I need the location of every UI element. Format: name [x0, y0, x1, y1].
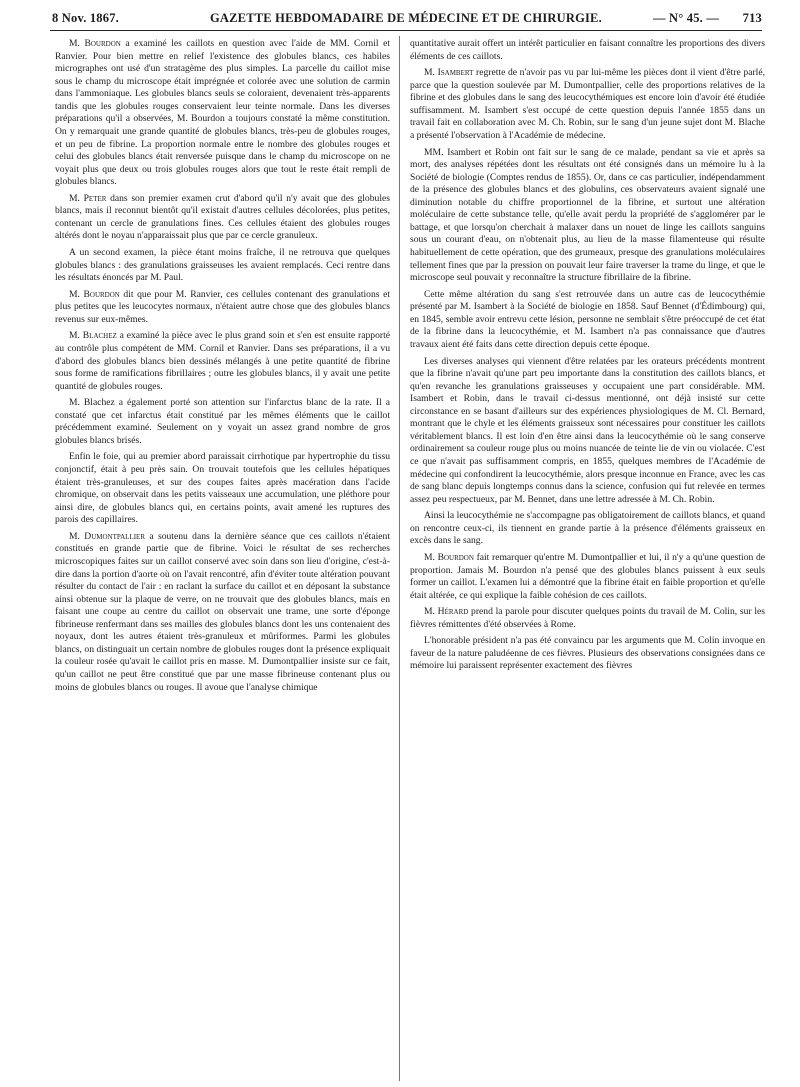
page-number: 713	[742, 11, 762, 25]
paragraph-text: MM. Isambert et Robin ont fait sur le sang de ce malade, pendant sa vie et après sa mort, des analyses répétées dont les résultats ont été consignés dans un mémoire lu à la Société de biologie (Comptes rendus de 1855). Or, dans ce cas particulier, indépendamment de la présence des globules blancs et des globulins, ces observateurs avaient signalé une diminution notable du chiffre proportionnel de la fibrine, et surtout une altération moléculaire de cette substance telle, qu'elle avait perdu la propriété de s'agglomérer par le battage, et que lorsqu'on cherchait à malaxer dans un nouet de linge les caillots sanguins sous un courant d'eau, on n'obtenait plus, au lieu de la masse filamenteuse qui résulte habituellement de cette opération, que des grumeaux, presque des granulations moléculaires tellement fines que par la pression on pouvait leur faire traverser la trame du linge, et que le microscope seul pouvait y reconnaître la structure fibrillaire de la fibrine.	[410, 146, 765, 284]
paragraph	[410, 635, 765, 673]
paragraph	[55, 247, 390, 285]
journal-title: GAZETTE HEBDOMADAIRE DE MÉDECINE ET DE CHIRURGIE.	[210, 11, 602, 25]
speaker-name: M. Hérard	[424, 606, 469, 618]
paragraph	[410, 356, 765, 507]
paragraph-text: dit que pour M. Ranvier, ces cellules contenant des granulations et plus petites que les leucocytes normaux, n'étaient autre chose que des globules blancs revenus sur eux-mêmes.	[55, 288, 390, 325]
speaker-name: M. Bourdon	[69, 38, 121, 49]
paragraph-text: Enfin le foie, qui au premier abord paraissait cirrhotique par hypertrophie du tissu conjonctif, était à peu près sain. On trouvait toutefois que les cellules hépatiques étaient très-granuleuses, et sur des coupes faites après macération dans l'acide chromique, on observait dans les petits vaisseaux une accumulation, une pléthore pour ainsi dire, de globules blancs qui, en certains points, avait amené les ruptures des parois des capillaires.	[55, 451, 390, 526]
speaker-name: M. Bourdon	[69, 288, 120, 300]
paragraph	[410, 510, 765, 548]
speaker-name: M. Dumontpallier	[69, 530, 146, 542]
paragraph-text: a examiné les caillots en question avec l'aide de MM. Cornil et Ranvier. Pour bien mettre en relief l'existence des globules blancs, ces habiles micrographes ont usé d'un stratagème des plus simples. La parcelle du caillot mise sous le champ du microscope était imprégnée et colorée avec une solution de carmin dans l'ammoniaque. Les globules blancs seuls se coloraient, devenaient très-apparents tandis que les globules rouges conservaient leur teinte normale. Dans les diverses préparations qu'il a observées, M. Bourdon a toujours constaté la même constitution. On y remarquait une grande quantité de globules blancs, très-peu de globules rouges, et un peu de fibrine. La proportion normale entre le nombre des globules rouges et celui des globules blancs était renversée puisque dans le champ du microscope on ne voyait plus que deux ou trois globules rouges alors que tout le reste était rempli de globules blancs.	[55, 38, 390, 188]
paragraph-text: a soutenu dans la dernière séance que ces caillots n'étaient constitués en grande partie que de fibrine. Voici le résultat de ses recherches microscopiques faites sur un caillot conservé avec soin dans son lieu d'origine, c'est-à-dire dans la portion d'aorte où on l'avait rencontré, afin d'éviter toute altération pouvant résulter du contact de l'air : en raclant la surface du caillot et en déposant la substance ainsi obtenue sur la plaque de verre, on ne trouvait que des globules blancs, mais en faisant une coupe au centre du caillot on observait une trame, une sorte d'éponge fibrineuse renfermant dans ses mailles des globules blancs dont les uns contenaient des noyaux, dont les autres étaient très-granuleux et mûriformes. Parmi les globules blancs, on distinguait un certain nombre de globules rouges dont la présence expliquait la couleur rosée qu'avait le caillot pris en masse. M. Dumontpallier insiste sur ce fait, qu'un caillot ne peut être constitué que par une masse fibrineuse contenant plus ou moins de globules blancs ou rouges. Il avoue que l'analyse chimique	[55, 530, 390, 693]
paragraph-text: dans son premier examen crut d'abord qu'il n'y avait que des globules blancs, mais il reconnut bientôt qu'il existait d'autres cellules décolorées, plus petites, contenant un cercle de granulations fines. Ces cellules étaient des globules rouges altérés dont le noyau n'apparaissait plus que par ce cercle granuleux.	[55, 192, 390, 242]
paragraph-text: A un second examen, la pièce étant moins fraîche, il ne retrouva que quelques globules blancs : des granulations graisseuses les avaient remplacés. Ceci rentre dans les résultats énoncés par M. Paul.	[55, 247, 390, 284]
paragraph	[55, 451, 390, 526]
speaker-name: M. Bourdon	[424, 551, 474, 563]
paragraph	[55, 193, 390, 243]
paragraph-text: L'honorable président n'a pas été convaincu par les arguments que M. Colin invoque en faveur de la nature paludéenne de ces fièvres. Plusieurs des observations consignées dans ce mémoire lui paraissent représenter exactement des fièvres	[410, 635, 765, 672]
paragraph	[410, 289, 765, 352]
right-column	[410, 38, 765, 1083]
paragraph	[55, 289, 390, 327]
paragraph	[410, 38, 765, 63]
issue-number: — N° 45. —	[653, 11, 720, 25]
running-header	[50, 8, 762, 31]
speaker-name: M. Isambert	[424, 67, 474, 79]
paragraph	[55, 397, 390, 447]
left-column	[55, 38, 390, 1083]
paragraph	[410, 147, 765, 285]
paragraph-text: Cette même altération du sang s'est retrouvée dans un autre cas de leucocythémie présenté par M. Isambert à la Société de biologie en 1858. Sauf Bennet (d'Édimbourg) qui, en 1845, semble avoir entrevu cette lésion, personne ne semblait s'être préoccupé de cet état de la fibrine dans la leucocythémie, et M. Isambert n'a pas connaissance que d'autres travaux aient été faits dans cette direction depuis cette époque.	[410, 288, 765, 350]
paragraph	[55, 330, 390, 393]
paragraph-text: fait remarquer qu'entre M. Dumontpallier et lui, il n'y a qu'une question de proportion. Jamais M. Bourdon n'a pensé que des globules blancs puissent à eux seuls former un caillot. L'examen lui a démontré que la fibrine était en faible proportion et qu'elle était altérée, ce qui explique la faible cohésion de ces caillots.	[410, 551, 765, 601]
paragraph-text: prend la parole pour discuter quelques points du travail de M. Colin, sur les fièvres rémittentes d'été observées à Rome.	[410, 606, 765, 630]
issue-date: 8 Nov. 1867.	[52, 11, 119, 25]
paragraph-text: Les diverses analyses qui viennent d'être relatées par les orateurs précédents montrent que la fibrine n'avait qu'une part peu importante dans la constitution des caillots blancs, et qu'en revanche les granulations graisseuses y occupaient une part considérable. MM. Isambert et Robin, dans le travail ci-dessus mentionné, ont déjà insisté sur cette circonstance en se basant d'ailleurs sur des expériences physiologiques de M. Cl. Bernard, montrant que le chyle et les éléments graisseux sont nécessaires pour constituer les caillots véritablement blancs. Il est loin d'en être ainsi dans la leucocythémie où le sang conserve ordinairement sa couleur rouge plus ou moins nuancée de teinte lie de vin ou violacée. C'est ce que n'avait pas suffisamment compris, en 1855, quelques membres de l'Académie de médecine qui confondirent la leucocythémie, alors presque inconnue en France, avec les cas de sang blanc depuis longtemps connus dans la science, confusion qui fut relevée en termes assez peu respectueux, par M. Bennet, dans une lettre adressée à M. Ch. Robin.	[410, 355, 765, 505]
paragraph	[410, 552, 765, 602]
paragraph-text: regrette de n'avoir pas vu par lui-même les pièces dont il vient d'être parlé, parce que la question soulevée par M. Dumontpallier, celle des proportions relatives de la fibrine et des globules dans le sang des leucocythémiques est encore loin d'avoir été étudiée suffisamment. M. Isambert s'est occupé de cette question depuis l'année 1855 dans un travail fait en collaboration avec M. Ch. Robin, sur le sang d'un jeune sujet dont M. Blache a présenté l'observation à l'Académie de médecine.	[410, 67, 765, 141]
speaker-name: M. Peter	[69, 192, 107, 204]
paragraph-text: a examiné la pièce avec le plus grand soin et s'en est ensuite rapporté au contrôle plus compétent de MM. Cornil et Ranvier. Dans ses préparations, il a vu d'abord des globules blancs bien dessinés mélangés à une petite quantité de fibrine sous forme de ramifications fibrillaires ; outre les globules blancs, il y avait une petite quantité de globules rouges.	[55, 330, 390, 392]
speaker-name: M. Blachez	[69, 330, 117, 342]
column-divider	[399, 36, 400, 1081]
paragraph	[410, 67, 765, 142]
paragraph	[55, 38, 390, 189]
paragraph-text: Ainsi la leucocythémie ne s'accompagne pas obligatoirement de caillots blancs, et quand on rencontre ceux-ci, ils tiennent en grande partie à la présence d'éléments graisseux en excès dans le sang.	[410, 510, 765, 547]
paragraph-text: quantitative aurait offert un intérêt particulier en faisant connaître les proportions des divers éléments de ces caillots.	[410, 38, 765, 62]
paragraph	[55, 531, 390, 694]
paragraph-text: M. Blachez a également porté son attention sur l'infarctus blanc de la rate. Il a constaté que cet infarctus était constitué par les mêmes éléments que le caillot précédemment examiné. Seulement on y voyait un assez grand nombre de gros globules blancs brisés.	[55, 397, 390, 446]
paragraph	[410, 606, 765, 631]
